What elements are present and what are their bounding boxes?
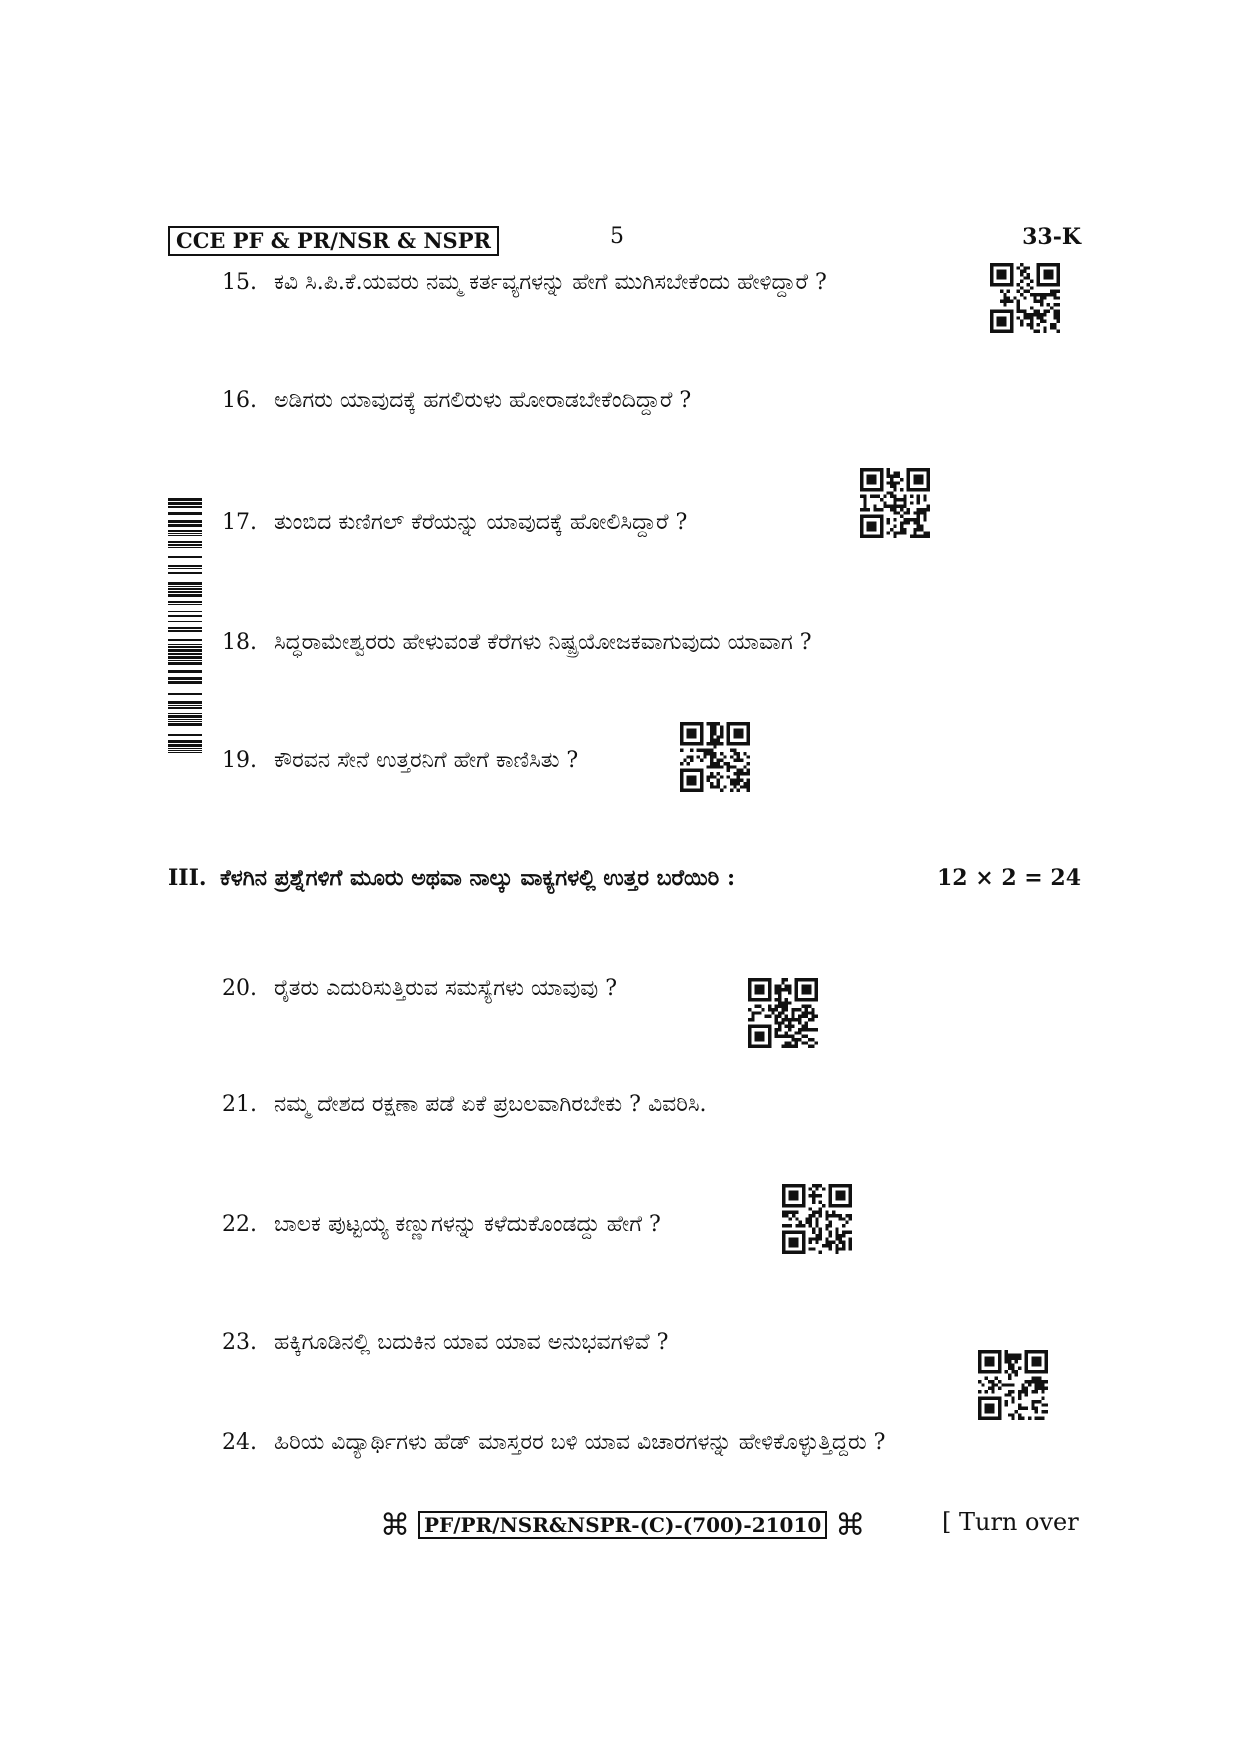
question-24: [222, 1428, 885, 1458]
question-17: [222, 508, 687, 538]
exam-code-box: CCE PF & PR/NSR & NSPR: [168, 226, 499, 256]
question-text: ಸಿದ್ಧರಾಮೇಶ್ವರರು ಹೇಳುವಂತೆ ಕೆರೆಗಳು ನಿಷ್ಪ್ರಯೋಜಕವಾಗುವುದು ಯಾವಾಗ ?: [274, 630, 812, 655]
question-number: 22.: [222, 1212, 257, 1237]
question-15: [222, 268, 827, 298]
question-number: 17.: [222, 510, 257, 535]
page-number: 5: [610, 224, 624, 249]
footer-code-row: [380, 1508, 865, 1543]
question-20: [222, 974, 617, 1004]
question-22: [222, 1210, 661, 1240]
qr-code-icon: [990, 263, 1060, 333]
question-number: 20.: [222, 976, 257, 1001]
question-number: 19.: [222, 748, 257, 773]
question-number: 16.: [222, 388, 257, 413]
question-23: [222, 1328, 668, 1358]
question-19: [222, 746, 578, 776]
question-text: ರೈತರು ಎದುರಿಸುತ್ತಿರುವ ಸಮಸ್ಯೆಗಳು ಯಾವುವು ?: [274, 976, 618, 1001]
paper-code: 33-K: [1022, 224, 1081, 250]
qr-code-icon: [860, 468, 930, 538]
question-text: ಕೌರವನ ಸೇನೆ ಉತ್ತರನಿಗೆ ಹೇಗೆ ಕಾಣಿಸಿತು ?: [274, 748, 579, 773]
qr-code-icon: [748, 978, 818, 1048]
footer-code: PF/PR/NSR&NSPR-(C)-(700)-21010: [418, 1511, 827, 1539]
question-16: [222, 386, 691, 416]
question-number: 21.: [222, 1092, 257, 1117]
question-18: [222, 628, 812, 658]
question-text: ಬಾಲಕ ಪುಟ್ಟಯ್ಯ ಕಣ್ಣುಗಳನ್ನು ಕಳೆದುಕೊಂಡದ್ದು ಹೇಗೆ ?: [274, 1212, 661, 1237]
qr-code-icon: [978, 1350, 1048, 1420]
question-21: [222, 1090, 707, 1120]
question-text: ಕವಿ ಸಿ.ಪಿ.ಕೆ.ಯವರು ನಮ್ಮ ಕರ್ತವ್ಯಗಳನ್ನು ಹೇಗೆ ಮುಗಿಸಬೇಕೆಂದು ಹೇಳಿದ್ದಾರೆ ?: [274, 270, 827, 295]
qr-code-icon: [782, 1184, 852, 1254]
section-number: III.: [168, 865, 207, 891]
question-number: 18.: [222, 630, 257, 655]
barcode-icon: [168, 498, 202, 756]
question-number: 23.: [222, 1330, 257, 1355]
question-text: ಅಡಿಗರು ಯಾವುದಕ್ಕೆ ಹಗಲಿರುಳು ಹೋರಾಡಬೇಕೆಂದಿದ್ದಾರೆ ?: [274, 388, 692, 413]
command-symbol-icon: ⌘: [835, 1508, 866, 1543]
turn-over-label: [ Turn over: [942, 1508, 1079, 1536]
question-text: ನಮ್ಮ ದೇಶದ ರಕ್ಷಣಾ ಪಡೆ ಏಕೆ ಪ್ರಬಲವಾಗಿರಬೇಕು ? ವಿವರಿಸಿ.: [274, 1092, 707, 1117]
command-symbol-icon: ⌘: [380, 1508, 410, 1543]
section-instruction: ಕೆಳಗಿನ ಪ್ರಶ್ನೆಗಳಿಗೆ ಮೂರು ಅಥವಾ ನಾಲ್ಕು ವಾಕ್ಯಗಳಲ್ಲಿ ಉತ್ತರ ಬರೆಯಿರಿ :: [220, 865, 736, 891]
section-marks: 12 × 2 = 24: [936, 865, 1081, 891]
qr-code-icon: [680, 722, 750, 792]
section-heading: [168, 865, 735, 891]
question-number: 15.: [222, 270, 257, 295]
question-text: ಹಕ್ಕಿಗೂಡಿನಲ್ಲಿ ಬದುಕಿನ ಯಾವ ಯಾವ ಅನುಭವಗಳಿವೆ ?: [274, 1330, 669, 1355]
question-number: 24.: [222, 1430, 257, 1455]
question-text: ಹಿರಿಯ ವಿದ್ಯಾರ್ಥಿಗಳು ಹೆಡ್ ಮಾಸ್ತರರ ಬಳಿ ಯಾವ ವಿಚಾರಗಳನ್ನು ಹೇಳಿಕೊಳ್ಳುತ್ತಿದ್ದರು ?: [274, 1430, 886, 1455]
question-text: ತುಂಬಿದ ಕುಣಿಗಲ್ ಕೆರೆಯನ್ನು ಯಾವುದಕ್ಕೆ ಹೋಲಿಸಿದ್ದಾರೆ ?: [274, 510, 688, 535]
